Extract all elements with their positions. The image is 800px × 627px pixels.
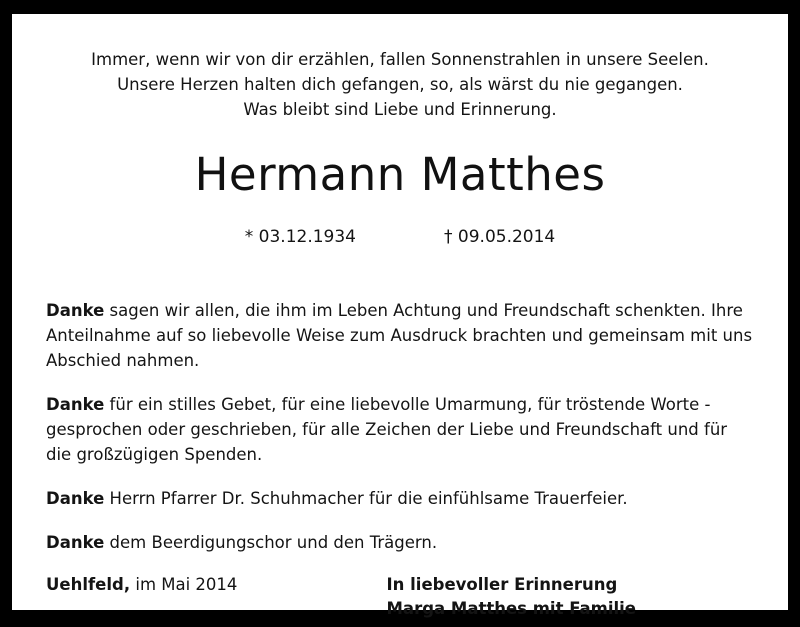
verse-line-2: Unsere Herzen halten dich gefangen, so, als wärst du nie gegangen. (117, 74, 683, 94)
signature-line-1: In liebevoller Erinnerung (386, 575, 618, 595)
verse-line-3: Was bleibt sind Liebe und Erinnerung. (243, 99, 557, 119)
obituary-card (12, 14, 788, 619)
thanks-paragraph (46, 530, 754, 555)
verse-line-1: Immer, wenn wir von dir erzählen, fallen Sonnenstrahlen in unsere Seelen. (91, 50, 709, 69)
death-date: † 09.05.2014 (444, 227, 556, 248)
thanks-lead-word: Danke (46, 300, 105, 320)
place-name: Uehlfeld, (46, 575, 131, 595)
thanks-lead-word: Danke (46, 533, 105, 553)
thanks-paragraph (46, 486, 754, 511)
signature-line-2: Marga Matthes mit Familie (386, 599, 636, 619)
thanks-paragraph (46, 298, 754, 373)
thanks-body: sagen wir allen, die ihm im Leben Achtung und Freundschaft schenkten. Ihre Anteilnahme auf so liebevolle Weise zum Ausdruck brachten und gemeinsam mit uns Abschied nahmen. (46, 300, 753, 370)
thanks-body: dem Beerdigungschor und den Trägern. (104, 533, 438, 553)
family-signature (387, 573, 636, 621)
thanks-lead-word: Danke (46, 489, 105, 509)
memorial-verse (46, 48, 754, 122)
thanks-lead-word: Danke (46, 394, 105, 414)
life-dates (46, 227, 754, 247)
footer (46, 555, 754, 627)
footer-date: im Mai 2014 (130, 575, 238, 595)
thanks-paragraph (46, 392, 754, 467)
birth-date: * 03.12.1934 (244, 227, 356, 248)
thanks-section (46, 281, 754, 555)
deceased-name: Hermann Matthes (194, 148, 606, 202)
thanks-body: Herrn Pfarrer Dr. Schuhmacher für die einfühlsame Trauerfeier. (104, 489, 628, 509)
thanks-body: für ein stilles Gebet, für eine liebevolle Umarmung, für tröstende Worte - gesprochen oder geschrieben, für alle Zeichen der Liebe und Freundschaft und für die großzügigen Spenden. (46, 394, 728, 465)
place-and-date (46, 573, 237, 594)
